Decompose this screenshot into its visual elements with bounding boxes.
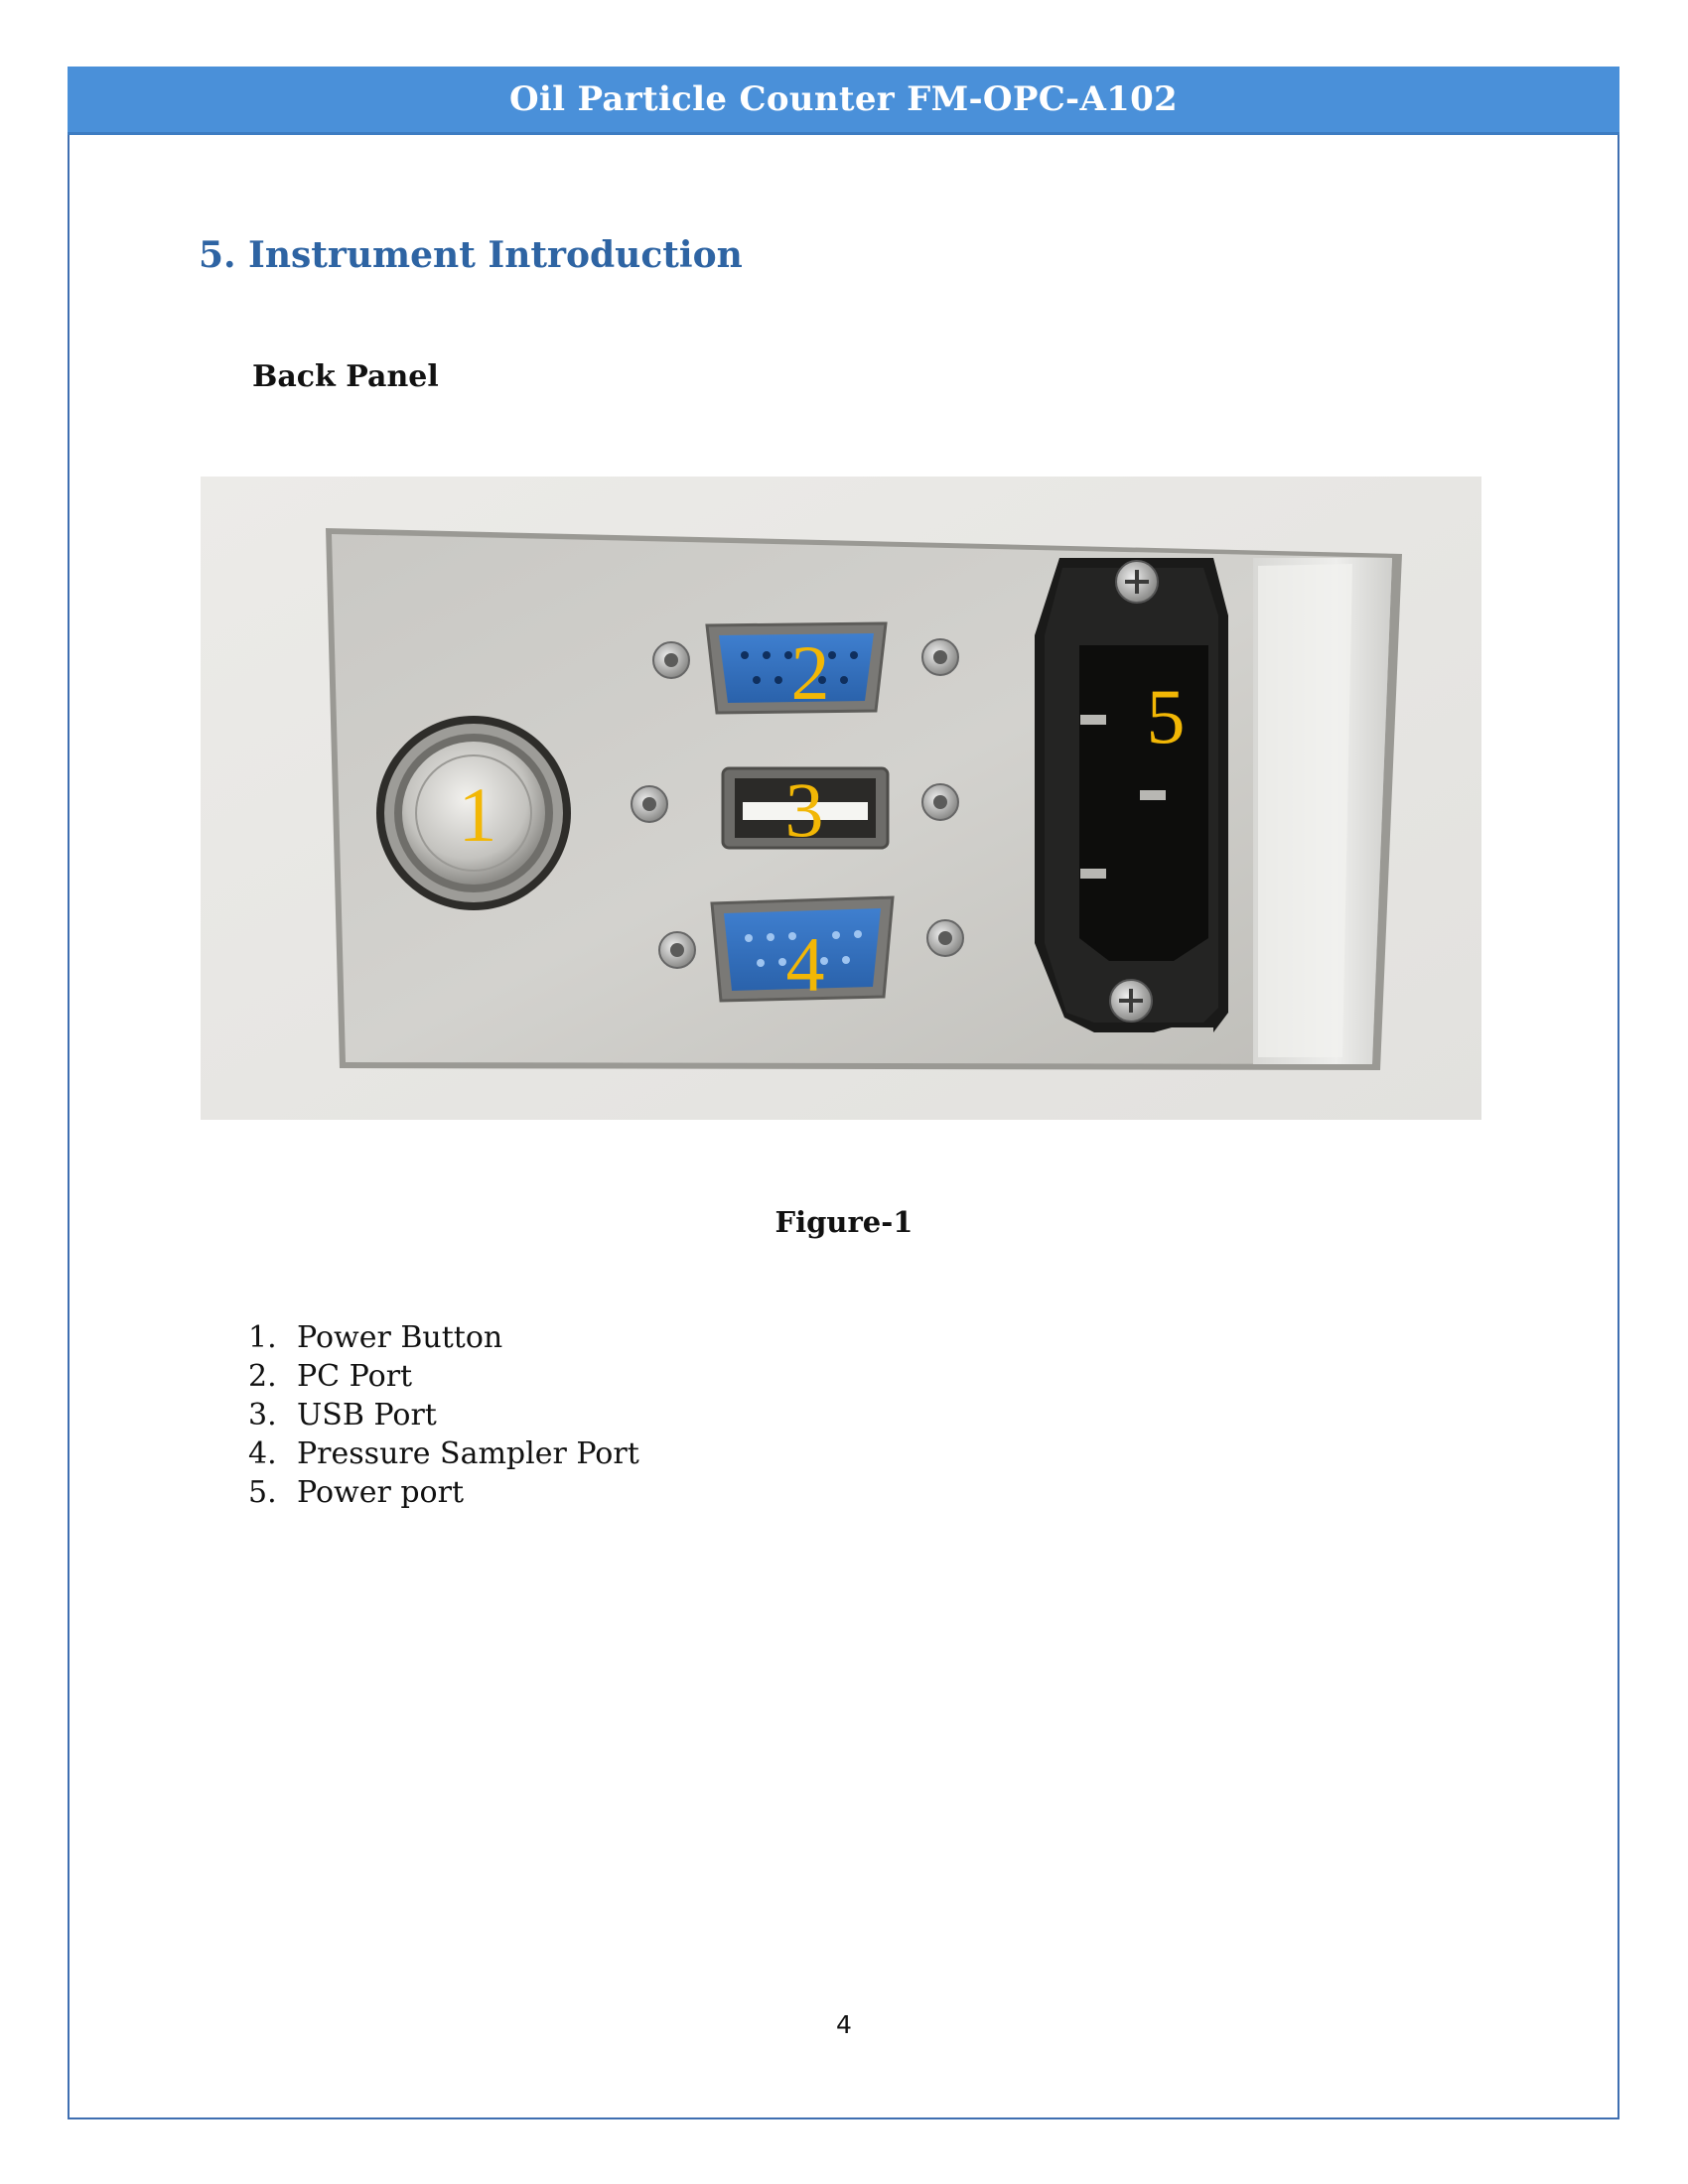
photo-label-3: 3 — [784, 766, 824, 853]
legend-item-label: Power Button — [297, 1320, 503, 1355]
legend-item-number: 3. — [248, 1398, 277, 1433]
section-number: 5. — [199, 234, 236, 276]
legend-item — [248, 1473, 639, 1512]
legend-item-label: Power port — [297, 1475, 465, 1510]
legend-item — [248, 1357, 639, 1396]
legend-item — [248, 1396, 639, 1434]
legend-item-label: PC Port — [297, 1359, 413, 1394]
legend-list — [248, 1318, 639, 1512]
page-number: 4 — [836, 2010, 852, 2039]
subsection-heading: Back Panel — [252, 359, 439, 394]
legend-item-label: Pressure Sampler Port — [297, 1436, 639, 1471]
section-title: Instrument Introduction — [248, 234, 743, 276]
photo-label-2: 2 — [790, 629, 830, 716]
legend-item-number: 4. — [248, 1436, 277, 1471]
document-title: Oil Particle Counter FM-OPC-A102 — [508, 79, 1179, 119]
legend-item-label: USB Port — [297, 1398, 437, 1433]
legend-item — [248, 1434, 639, 1473]
legend-item — [248, 1318, 639, 1357]
legend-item-number: 1. — [248, 1320, 277, 1355]
back-panel-photo — [201, 477, 1481, 1120]
figure-caption: Figure-1 — [774, 1205, 914, 1239]
section-heading — [199, 234, 743, 276]
photo-label-1: 1 — [458, 771, 497, 858]
photo-label-4: 4 — [785, 921, 825, 1008]
legend-item-number: 5. — [248, 1475, 277, 1510]
photo-label-5: 5 — [1146, 673, 1186, 759]
header-bar — [68, 67, 1619, 135]
legend-item-number: 2. — [248, 1359, 277, 1394]
